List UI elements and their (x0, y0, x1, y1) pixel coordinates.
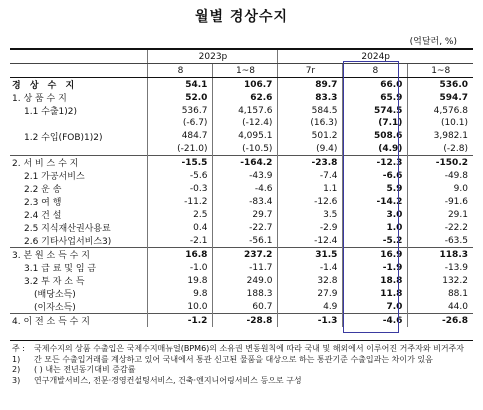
row-label: 4. 이 전 소 득 수 지 (10, 314, 148, 328)
table-row (10, 248, 473, 262)
table-cell: 484.7 (148, 130, 213, 143)
table-cell: -15.5 (148, 156, 213, 170)
table-cell: 88.1 (408, 287, 473, 300)
header-corner (10, 49, 148, 64)
table-cell: 29.1 (408, 208, 473, 221)
table-cell: -13.9 (408, 261, 473, 274)
table-cell: 66.0 (343, 78, 408, 92)
table-row (10, 143, 473, 156)
table-cell: 89.7 (278, 78, 343, 92)
header-col-2024-jul: 7r (278, 64, 343, 78)
footnote-item (12, 344, 472, 365)
table-cell: -14.2 (343, 195, 408, 208)
table-cell: 27.9 (278, 287, 343, 300)
table-cell: 16.8 (148, 248, 213, 262)
table-cell: (10.1) (408, 117, 473, 130)
table-cell: 54.1 (148, 78, 213, 92)
table-cell: 1.1 (278, 182, 343, 195)
table-cell: -2.1 (148, 234, 213, 248)
table-cell: -49.8 (408, 169, 473, 182)
table-cell: 60.7 (213, 300, 278, 314)
page-title: 월별 경상수지 (194, 9, 289, 25)
table-cell: -1.9 (343, 261, 408, 274)
table-cell: -12.4 (278, 234, 343, 248)
table-cell: 106.7 (213, 78, 278, 92)
table-cell: -23.8 (278, 156, 343, 170)
table-cell: 16.9 (343, 248, 408, 262)
table-row (10, 156, 473, 170)
table-cell: -4.6 (213, 182, 278, 195)
table-cell: (7.1) (343, 117, 408, 130)
table-cell: 2.5 (148, 208, 213, 221)
table-cell: 52.0 (148, 91, 213, 104)
footnote-item (12, 365, 472, 376)
table-cell: 32.8 (278, 274, 343, 287)
table-cell: -26.8 (408, 314, 473, 328)
row-label: 2.1 가공서비스 (24, 172, 85, 183)
table-cell: -12.6 (278, 195, 343, 208)
row-label: 2.6 기타사업서비스3) (24, 237, 112, 248)
footnote-key: 3) (12, 375, 21, 385)
table-cell: (4.9) (343, 143, 408, 156)
table-cell: 536.0 (408, 78, 473, 92)
table-cell: -2.9 (278, 221, 343, 234)
table-cell: 1.0 (343, 221, 408, 234)
table-cell: (16.3) (278, 117, 343, 130)
table-cell: -56.1 (213, 234, 278, 248)
table-row (10, 117, 473, 130)
table-cell: -91.6 (408, 195, 473, 208)
table-cell: 31.5 (278, 248, 343, 262)
table-cell: (-6.7) (148, 117, 213, 130)
table-cell: -1.4 (278, 261, 343, 274)
header-col-2024-ytd: 1~8 (408, 64, 473, 78)
table-cell: -6.6 (343, 169, 408, 182)
table-cell: 62.6 (213, 91, 278, 104)
table-cell: (9.4) (278, 143, 343, 156)
table-cell: 3,982.1 (408, 130, 473, 143)
table-cell: 594.7 (408, 91, 473, 104)
table-cell: -12.3 (343, 156, 408, 170)
table-row (10, 195, 473, 208)
table-row (10, 169, 473, 182)
table-cell: 132.2 (408, 274, 473, 287)
header-col-2024-aug: 8 (343, 64, 408, 78)
table-cell: (-2.8) (408, 143, 473, 156)
current-account-table (10, 48, 473, 327)
table-cell: 5.9 (343, 182, 408, 195)
table-cell: 18.8 (343, 274, 408, 287)
table-cell: (-21.0) (148, 143, 213, 156)
table-cell: -7.4 (278, 169, 343, 182)
table-cell: 9.8 (148, 287, 213, 300)
table-row (10, 274, 473, 287)
table-cell: -11.2 (148, 195, 213, 208)
table-row (10, 78, 473, 92)
footnote-key: 2) (12, 365, 21, 374)
table-cell: -1.0 (148, 261, 213, 274)
table-cell: (-10.5) (213, 143, 278, 156)
table-cell: 11.8 (343, 287, 408, 300)
table-cell: -83.4 (213, 195, 278, 208)
row-label: 2. 서 비 스 수 지 (10, 156, 148, 170)
footnote-text: ( ) 내는 전년동기대비 증감률 (34, 365, 136, 374)
footnote-text: 연구개발서비스, 전문·경영컨설팅서비스, 건축·엔지니어링서비스 등으로 구성 (34, 375, 302, 385)
table-cell: 584.5 (278, 104, 343, 117)
table-row (10, 261, 473, 274)
table-cell: -0.3 (148, 182, 213, 195)
table-cell: -63.5 (408, 234, 473, 248)
row-label: 2.3 여 행 (24, 198, 62, 209)
row-label: (이자소득) (34, 303, 76, 314)
table-row (10, 104, 473, 117)
header-col-2023-aug: 8 (148, 64, 213, 78)
table-cell: -43.9 (213, 169, 278, 182)
table-cell: 44.0 (408, 300, 473, 314)
table-cell: 3.0 (343, 208, 408, 221)
table-row (10, 221, 473, 234)
table-cell: 0.4 (148, 221, 213, 234)
table-cell: 19.8 (148, 274, 213, 287)
row-label: 2.4 건 설 (24, 211, 62, 222)
table-cell: -1.2 (148, 314, 213, 328)
table-cell: -1.3 (278, 314, 343, 328)
table-cell: -4.6 (343, 314, 408, 328)
table-cell: 237.2 (213, 248, 278, 262)
row-label: 2.2 운 송 (24, 185, 62, 196)
table-row (10, 91, 473, 104)
row-label: 경 상 수 지 (12, 81, 78, 91)
footnote-item (12, 376, 472, 387)
table-cell: -5.2 (343, 234, 408, 248)
header-year-2023: 2023p (148, 49, 278, 64)
row-label: (배당소득) (34, 290, 76, 301)
header-corner-2 (10, 64, 148, 78)
header-col-2023-ytd: 1~8 (213, 64, 278, 78)
row-label: 1.1 수출1)2) (24, 107, 78, 117)
row-label: 3.2 투 자 소 득 (24, 277, 85, 288)
table-cell: 536.7 (148, 104, 213, 117)
table-cell: 4,095.1 (213, 130, 278, 143)
footnote-key: 주 : 1) (12, 344, 25, 364)
table-cell: 83.3 (278, 91, 343, 104)
table-cell: 574.5 (343, 104, 408, 117)
table-row (10, 208, 473, 221)
table-bottom-rule (10, 340, 473, 341)
footnote-text: 국제수지의 상품 수출입은 국제수지매뉴얼(BPM6)의 소유권 변동원칙에 따라 국내 및 해외에서 이루어진 거주자와 비거주자 간 모든 수출입거래를 계상하고 있어 국내에서 통관 신고된 물품을 대상으로 하는 통관기준 수출입과는 차이가 있음 (34, 344, 465, 364)
table-cell: -28.8 (213, 314, 278, 328)
table-cell: 501.2 (278, 130, 343, 143)
table-cell: 188.3 (213, 287, 278, 300)
row-label: 2.5 지식재산권사용료 (24, 224, 111, 235)
header-year-2024: 2024p (278, 49, 473, 64)
table-cell: 118.3 (408, 248, 473, 262)
table-cell: 10.0 (148, 300, 213, 314)
table-cell: 4,576.8 (408, 104, 473, 117)
table-cell: 4.9 (278, 300, 343, 314)
table-cell: (-12.4) (213, 117, 278, 130)
table-cell: 9.0 (408, 182, 473, 195)
table-cell: 3.5 (278, 208, 343, 221)
table-body (10, 78, 473, 328)
table-row (10, 182, 473, 195)
table-row (10, 130, 473, 143)
table-cell: 249.0 (213, 274, 278, 287)
row-label: 1.2 수입(FOB)1)2) (24, 132, 103, 143)
table-cell: -164.2 (213, 156, 278, 170)
table-cell: 4,157.6 (213, 104, 278, 117)
table-cell: -22.2 (408, 221, 473, 234)
table-cell: -22.7 (213, 221, 278, 234)
row-label (10, 117, 148, 130)
table-row (10, 234, 473, 248)
row-label: 3. 본 원 소 득 수 지 (10, 248, 148, 262)
table-cell: 7.0 (343, 300, 408, 314)
table-cell: 508.6 (343, 130, 408, 143)
table-row (10, 314, 473, 328)
row-label: 3.1 급 료 및 임 금 (24, 264, 97, 275)
table-row (10, 287, 473, 300)
table-cell: -5.6 (148, 169, 213, 182)
table-cell: 29.7 (213, 208, 278, 221)
table-cell: -150.2 (408, 156, 473, 170)
table-row (10, 300, 473, 314)
unit-label: (억달러, %) (409, 37, 457, 47)
table-cell: -11.7 (213, 261, 278, 274)
row-label (10, 143, 148, 156)
table-cell: 65.9 (343, 91, 408, 104)
footnotes (12, 344, 472, 386)
row-label: 1. 상 품 수 지 (12, 94, 67, 104)
